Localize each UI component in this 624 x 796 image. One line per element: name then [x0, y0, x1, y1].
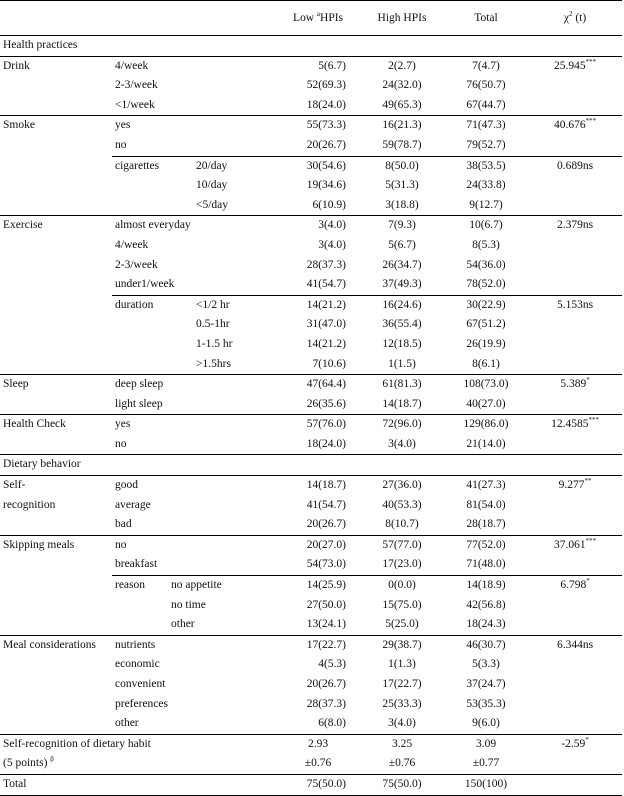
table-cell: 18(24.0) [306, 98, 346, 111]
table-row [0, 695, 622, 715]
table-row [0, 576, 622, 596]
table-cell: 6(8.0) [318, 717, 346, 730]
table-cell: no [115, 138, 127, 151]
table-row [0, 596, 622, 616]
table-row [0, 236, 622, 256]
table-cell [528, 236, 622, 256]
table-cell: 10(6.7) [444, 216, 528, 236]
table-cell: 5(25.0) [385, 618, 419, 631]
table-row [0, 56, 622, 76]
table-cell [528, 655, 622, 675]
table-cell: 61(81.3) [360, 375, 444, 395]
section-health [0, 36, 622, 57]
table-cell: 14(25.9) [276, 576, 360, 596]
table-cell: 20(26.7) [306, 518, 346, 531]
table-cell: 55(73.3) [276, 116, 360, 136]
table-cell [112, 615, 168, 635]
table-row [0, 476, 622, 496]
table-cell: 5.153ns [528, 295, 622, 315]
table-cell [0, 335, 112, 355]
table-cell [112, 315, 168, 335]
table-cell [0, 355, 112, 375]
table-cell: 9(6.0) [472, 717, 500, 730]
table-cell: 8(5.3) [472, 238, 500, 251]
table-cell: no [115, 437, 127, 450]
table-row [0, 734, 622, 754]
table-row [0, 375, 622, 395]
table-cell [528, 176, 622, 196]
table-cell: <5/day [196, 198, 229, 211]
section-diet [0, 455, 622, 476]
table-cell [528, 256, 622, 276]
table-cell [0, 156, 112, 176]
table-cell [528, 76, 622, 96]
table-cell: cigarettes [112, 156, 168, 176]
table-cell: 14(21.2) [306, 337, 346, 350]
table-cell: 9(12.7) [469, 198, 503, 211]
table-row [0, 655, 622, 675]
table-cell: 3(4.0) [388, 437, 416, 450]
table-cell: no time [171, 598, 206, 611]
table-cell: >1.5hrs [196, 357, 231, 370]
table-cell: 26(35.6) [306, 397, 346, 410]
table-cell: 18(24.3) [466, 618, 506, 631]
table-cell: good [115, 479, 138, 492]
table-cell: 9.277** [558, 477, 592, 492]
table-cell [0, 576, 112, 596]
table-cell [0, 196, 112, 216]
table-cell: 2.379ns [528, 216, 622, 236]
table-cell: recognition [3, 498, 56, 511]
table-cell: Health practices [0, 36, 622, 57]
table-row [0, 196, 622, 216]
table-cell [528, 754, 622, 774]
table-cell: 27(36.0) [382, 479, 422, 492]
table-cell: 5(3.3) [472, 658, 500, 671]
table-cell: 37.061*** [528, 535, 622, 555]
table-cell: -2.59* [528, 734, 622, 754]
table-cell [112, 196, 168, 216]
table-cell [0, 695, 112, 715]
table-cell: 24(33.8) [466, 179, 506, 192]
table-cell [168, 774, 276, 795]
table-cell [0, 76, 112, 96]
table-cell [112, 176, 168, 196]
table-cell: 67(44.7) [466, 98, 506, 111]
table-cell: 38(53.5) [444, 156, 528, 176]
table-cell [0, 315, 112, 335]
table-cell [528, 555, 622, 575]
table-cell: 14(21.2) [276, 295, 360, 315]
table-cell [528, 196, 622, 216]
table-cell: Smoke [0, 116, 112, 136]
table-cell: 20/day [168, 156, 276, 176]
table-row [0, 295, 622, 315]
table-row [0, 275, 622, 295]
table-cell: (5 points) $^\beta$ [3, 755, 54, 770]
table-cell: no [112, 535, 276, 555]
table-cell: nutrients [112, 635, 276, 655]
table-cell: 3(4.0) [318, 238, 346, 251]
header-row [0, 1, 622, 36]
table-cell: 40(27.0) [466, 397, 506, 410]
table-cell: 6.798* [528, 576, 622, 596]
table-cell [0, 395, 112, 415]
table-cell [528, 335, 622, 355]
table-cell: 1(1.5) [388, 357, 416, 370]
table-cell: 17(22.7) [382, 678, 422, 690]
table-cell: 71(48.0) [466, 558, 506, 571]
table-cell [0, 555, 112, 575]
table-cell: 0.689ns [528, 156, 622, 176]
table-cell: 29(38.7) [360, 635, 444, 655]
table-cell [112, 355, 168, 375]
table-row [0, 335, 622, 355]
table-cell: breakfast [115, 558, 158, 571]
table-cell: 3.25 [360, 734, 444, 754]
table-cell: 16(21.3) [360, 116, 444, 136]
table-row [0, 555, 622, 575]
table-row [0, 754, 622, 774]
table-cell: 26(34.7) [382, 258, 422, 271]
table-cell: <1/2 hr [168, 295, 276, 315]
table-cell: duration [112, 295, 168, 315]
table-cell: 0(0.0) [360, 576, 444, 596]
table-cell: 5.389* [528, 375, 622, 395]
table-cell: Dietary behavior [0, 455, 622, 476]
table-cell [528, 275, 622, 295]
table-cell: 8(10.7) [385, 518, 419, 531]
table-cell: 76(50.7) [466, 79, 506, 92]
table-cell: 7(10.6) [312, 357, 346, 370]
table-cell: 3(18.8) [385, 198, 419, 211]
table-cell: 47(64.4) [276, 375, 360, 395]
table-cell: 59(78.7) [382, 138, 422, 151]
table-cell: almost everyday [112, 216, 276, 236]
table-cell: preferences [115, 697, 168, 710]
table-cell: convenient [115, 678, 166, 690]
table-row [0, 96, 622, 116]
table-cell: Self- [3, 479, 26, 492]
table-cell: 3(4.0) [388, 717, 416, 730]
table-cell [528, 355, 622, 375]
total-row [0, 774, 622, 795]
table-cell: other [171, 618, 195, 631]
table-cell: 4(5.3) [318, 658, 346, 671]
table-cell: 24(32.0) [382, 79, 422, 92]
table-cell [0, 275, 112, 295]
table-cell: 75(50.0) [276, 774, 360, 795]
table-cell: 54(36.0) [466, 258, 506, 271]
table-cell: Meal considerations [0, 635, 112, 655]
table-cell: economic [115, 658, 160, 671]
table-cell: 2-3/week [115, 79, 158, 92]
table-cell: 14(18.7) [306, 479, 346, 492]
table-cell: 36(55.4) [382, 318, 422, 331]
table-cell: 3.09 [444, 734, 528, 754]
table-cell [528, 96, 622, 116]
table-cell [0, 176, 112, 196]
table-cell [112, 596, 168, 616]
table-row [0, 496, 622, 516]
table-cell: Total [0, 774, 112, 795]
table-cell [0, 714, 112, 734]
table-cell [0, 655, 112, 675]
table-row [0, 635, 622, 655]
table-row [0, 156, 622, 176]
table-row [0, 176, 622, 196]
table-cell: 3(4.0) [276, 216, 360, 236]
table-cell: 16(24.6) [360, 295, 444, 315]
table-cell: 41(27.3) [466, 479, 506, 492]
table-row [0, 76, 622, 96]
table-cell: reason [112, 576, 168, 596]
table-cell: 54(73.0) [306, 558, 346, 571]
table-cell [0, 675, 112, 695]
table-cell: 1-1.5 hr [196, 337, 233, 350]
table-cell: 6(10.9) [312, 198, 346, 211]
table-cell: Skipping meals [0, 535, 112, 555]
table-cell: 49(65.3) [382, 98, 422, 111]
table-cell: 71(47.3) [444, 116, 528, 136]
table-cell: <1/week [115, 98, 155, 111]
table-cell: 15(75.0) [382, 598, 422, 611]
table-cell: 28(37.3) [306, 697, 346, 710]
table-cell: Exercise [0, 216, 112, 236]
table-cell [0, 515, 112, 535]
table-cell [0, 256, 112, 276]
table-cell [528, 774, 622, 795]
table-cell: 5(31.3) [385, 179, 419, 192]
table-cell: 72(96.0) [360, 415, 444, 435]
table-cell: 5(6.7) [318, 59, 346, 72]
table-cell: 77(52.0) [444, 535, 528, 555]
table-cell: 0.5-1hr [196, 318, 230, 331]
table-cell: yes [112, 116, 276, 136]
table-cell: 4/week [115, 59, 149, 72]
table-cell: ±0.76 [388, 757, 416, 770]
table-cell: 5(6.7) [388, 238, 416, 251]
table-cell: 27(50.0) [306, 598, 346, 611]
table-cell: 28(18.7) [466, 518, 506, 531]
table-cell: 13(24.1) [306, 618, 346, 631]
table-row [0, 256, 622, 276]
table-cell: no appetite [168, 576, 276, 596]
table-cell: yes [112, 415, 276, 435]
table-cell: 81(54.0) [466, 498, 506, 511]
table-cell: 12.4585*** [528, 415, 622, 435]
table-cell: 40.676*** [528, 116, 622, 136]
table-cell [528, 515, 622, 535]
table-cell: 10/day [196, 179, 228, 192]
table-cell: 20(27.0) [276, 535, 360, 555]
table-row [0, 714, 622, 734]
table-cell: 28(37.3) [306, 258, 346, 271]
table-cell: bad [115, 518, 132, 531]
table-cell [528, 615, 622, 635]
table-cell: 42(56.8) [466, 598, 506, 611]
table-cell [528, 714, 622, 734]
table-cell: 67(51.2) [466, 318, 506, 331]
table-cell: 2.93 [276, 734, 360, 754]
table-cell: 52(69.3) [306, 79, 346, 92]
table-row [0, 116, 622, 136]
table-cell: Self-recognition of dietary habit [0, 734, 276, 754]
table-cell [528, 435, 622, 455]
table-cell: 8(50.0) [360, 156, 444, 176]
table-cell: 2-3/week [115, 258, 158, 271]
col-low-hpis: Low $^a$HPIs [276, 1, 360, 36]
table-cell: 25.945*** [553, 57, 597, 72]
table-row [0, 435, 622, 455]
col-total: Total [444, 1, 528, 36]
table-cell: under1/week [115, 278, 175, 291]
table-cell: 7(4.7) [472, 59, 500, 72]
table-cell: 1(1.3) [388, 658, 416, 671]
table-cell [0, 435, 112, 455]
table-cell [0, 596, 112, 616]
table-cell: Health Check [0, 415, 112, 435]
table-cell [112, 335, 168, 355]
table-cell: Drink [3, 59, 30, 72]
table-cell: ±0.76 [304, 757, 332, 770]
table-cell: 57(76.0) [276, 415, 360, 435]
table-cell: 17(22.7) [276, 635, 360, 655]
table-cell: 41(54.7) [306, 498, 346, 511]
table-cell [528, 136, 622, 156]
table-cell: 21(14.0) [466, 437, 506, 450]
table-cell: 2(2.7) [388, 59, 416, 72]
table-cell: 25(33.3) [382, 697, 422, 710]
table-cell: 78(52.0) [466, 278, 506, 291]
table-cell: 31(47.0) [306, 318, 346, 331]
table-row [0, 415, 622, 435]
table-row [0, 136, 622, 156]
table-cell [0, 96, 112, 116]
table-cell: ±0.77 [472, 757, 500, 770]
table-cell: 108(73.0) [444, 375, 528, 395]
table-cell [528, 496, 622, 516]
table-cell: 41(54.7) [306, 278, 346, 291]
table-cell [528, 395, 622, 415]
table-row [0, 216, 622, 236]
table-cell: 12(18.5) [382, 337, 422, 350]
table-cell: 20(26.7) [306, 138, 346, 151]
table-cell: 14(18.9) [444, 576, 528, 596]
table-row [0, 615, 622, 635]
table-cell: 40(53.3) [382, 498, 422, 511]
table-row [0, 515, 622, 535]
table-cell [528, 675, 622, 695]
table-cell: 75(50.0) [360, 774, 444, 795]
table-cell: 18(24.0) [306, 437, 346, 450]
table-cell: 150(100) [444, 774, 528, 795]
table-cell [528, 315, 622, 335]
table-row [0, 355, 622, 375]
table-row [0, 675, 622, 695]
table-row [0, 535, 622, 555]
table-cell: 37(49.3) [382, 278, 422, 291]
col-chi: $\chi^2$ (t) [528, 1, 622, 36]
table-cell: 7(9.3) [360, 216, 444, 236]
table-cell: 4/week [115, 238, 149, 251]
table-cell: deep sleep [112, 375, 276, 395]
table-cell: 26(19.9) [466, 337, 506, 350]
table-cell: other [115, 717, 139, 730]
table-cell: 8(6.1) [472, 357, 500, 370]
table-cell [0, 236, 112, 256]
table-cell: light sleep [115, 397, 163, 410]
table-cell [112, 774, 168, 795]
table-cell: 30(54.6) [276, 156, 360, 176]
table-cell: Sleep [0, 375, 112, 395]
table-cell [528, 695, 622, 715]
table-cell: average [115, 498, 151, 511]
table-cell: 129(86.0) [444, 415, 528, 435]
table-cell: 17(23.0) [382, 558, 422, 571]
table-cell: 20(26.7) [306, 678, 346, 690]
table-cell: 57(77.0) [360, 535, 444, 555]
table-cell [0, 136, 112, 156]
table-cell: 53(35.3) [466, 697, 506, 710]
table-cell: 79(52.7) [466, 138, 506, 151]
col-high-hpis: High HPIs [360, 1, 444, 36]
table-cell: 6.344ns [528, 635, 622, 655]
table-cell [0, 615, 112, 635]
table-row [0, 315, 622, 335]
table-cell [0, 295, 112, 315]
table-cell: 19(34.6) [306, 179, 346, 192]
table-row [0, 395, 622, 415]
table-cell: 14(18.7) [382, 397, 422, 410]
table-cell [528, 596, 622, 616]
table-cell: 46(30.7) [444, 635, 528, 655]
table-cell: 37(24.7) [466, 678, 506, 690]
table-cell: 30(22.9) [444, 295, 528, 315]
